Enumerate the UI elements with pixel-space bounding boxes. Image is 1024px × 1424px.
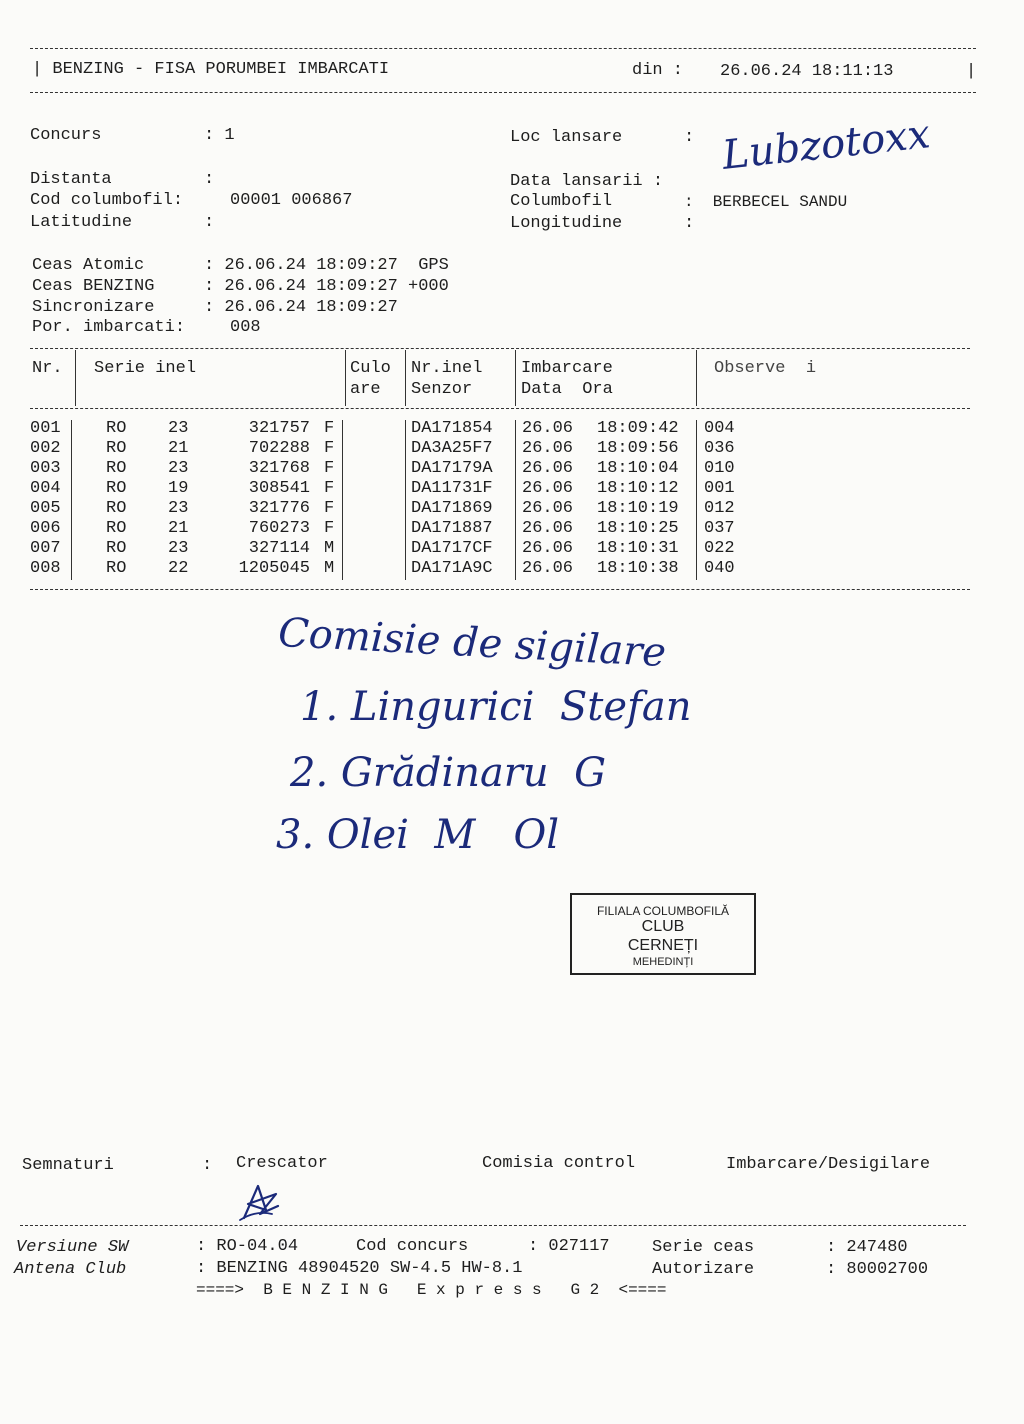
semnaturi-label: Semnaturi [22,1156,114,1175]
antena-club-label: Antena Club [14,1260,127,1279]
cell-s: F [324,419,335,438]
col-header-nrinel-2: Senzor [411,380,473,399]
cell-c: RO [106,539,127,558]
cell-senzor: DA171854 [411,419,493,438]
col-header-imbarcare-1: Imbarcare [521,359,613,378]
club-stamp [570,893,756,975]
columbofil-value: : BERBECEL SANDU [684,193,848,211]
cell-n: 308541 [248,479,310,498]
cell-n: 321776 [248,499,310,518]
cell-y: 23 [168,419,189,438]
crescator-signature [236,1180,286,1224]
cell-s: F [324,479,335,498]
cell-y: 23 [168,459,189,478]
data-lansarii-label: Data lansarii : [510,172,664,191]
col-sep-5 [696,350,697,406]
cell-nr: 002 [30,439,61,458]
cell-nr: 003 [30,459,61,478]
autorizare-label: Autorizare [652,1260,755,1279]
col-header-observatii: Observe i [714,359,817,378]
stamp-line-1: FILIALA COLUMBOFILĂ [596,904,730,918]
report-date-value: 26.06.24 18:11:13 [720,62,894,81]
cell-nr: 001 [30,419,61,438]
table-header-rule [30,408,970,409]
cell-y: 19 [168,479,189,498]
cell-nr: 007 [30,539,61,558]
col-sep-4 [515,350,516,406]
col-header-serie: Serie inel [94,359,197,378]
col-header-imbarcare-2: Data Ora [521,380,613,399]
cell-nr: 006 [30,519,61,538]
cod-concurs-value: : 027117 [528,1237,610,1256]
cell-ora: 18:10:04 [597,459,679,478]
serie-ceas-label: Serie ceas [652,1238,755,1257]
cell-obs: 004 [704,419,735,438]
latitudine-label: Latitudine [30,213,133,232]
cod-columbofil-label: Cod columbofil: [30,191,184,210]
imbarcare-desigilare-label: Imbarcare/Desigilare [726,1155,931,1174]
cell-n: 760273 [248,519,310,538]
col-sep-2 [345,350,346,406]
comisia-control-label: Comisia control [482,1154,636,1173]
cell-nr: 004 [30,479,61,498]
sincronizare-label: Sincronizare [32,298,155,317]
cell-senzor: DA11731F [411,479,493,498]
col-sep-body-1 [71,420,72,580]
benzing-express-line: ====> B E N Z I N G E x p r e s s G 2 <==== [196,1281,667,1299]
ceas-atomic-label: Ceas Atomic [32,256,145,275]
distanta-value: : [204,170,215,189]
cell-s: M [324,539,335,558]
cell-data: 26.06 [522,439,574,458]
cell-ora: 18:10:12 [597,479,679,498]
loc-lansare-handwritten: Lubzotoxx [720,111,933,179]
cell-c: RO [106,419,127,438]
col-header-culoare-2: are [350,380,381,399]
cell-y: 21 [168,439,189,458]
antena-club-value: : BENZING 48904520 SW-4.5 HW-8.1 [196,1259,523,1278]
col-sep-body-5 [696,420,697,580]
cell-obs: 001 [704,479,735,498]
cell-c: RO [106,439,127,458]
col-header-nr: Nr. [32,359,63,378]
cell-obs: 036 [704,439,735,458]
col-sep-body-3 [405,420,406,580]
col-sep-3 [405,350,406,406]
handwritten-comisie-line-1: 1. Lingurici Stefan [300,684,692,730]
col-sep-body-2 [342,420,343,580]
cell-n: 327114 [248,539,310,558]
cell-s: F [324,459,335,478]
handwritten-comisie-title: Comisie de sigilare [277,609,668,677]
ceas-benzing-value: : 26.06.24 18:09:27 +000 [204,277,449,296]
table-bottom-rule [30,589,970,590]
concurs-label: Concurs [30,126,102,145]
latitudine-value: : [204,213,215,232]
report-title: | BENZING - FISA PORUMBEI IMBARCATI [32,60,390,79]
report-date-label: din : [632,61,684,80]
cell-y: 23 [168,539,189,558]
ceas-atomic-value: : 26.06.24 18:09:27 GPS [204,256,449,275]
cell-nr: 008 [30,559,61,578]
cell-data: 26.06 [522,539,574,558]
cell-y: 22 [168,559,189,578]
cell-senzor: DA171A9C [411,559,493,578]
distanta-label: Distanta [30,170,112,189]
header-top-rule [30,48,976,49]
table-top-rule [30,348,970,349]
sincronizare-value: : 26.06.24 18:09:27 [204,298,398,317]
cell-y: 23 [168,499,189,518]
col-sep-body-4 [515,420,516,580]
longitudine-label: Longitudine [510,214,623,233]
autorizare-value: : 80002700 [826,1260,929,1279]
cell-ora: 18:09:56 [597,439,679,458]
stamp-line-4: MEHEDINȚI [632,956,694,968]
cell-senzor: DA1717CF [411,539,493,558]
cell-ora: 18:10:19 [597,499,679,518]
cell-n: 321768 [248,459,310,478]
cell-n: 702288 [248,439,310,458]
cell-y: 21 [168,519,189,538]
semnaturi-colon: : [202,1156,213,1175]
cell-data: 26.06 [522,459,574,478]
longitudine-value: : [684,214,695,233]
cell-ora: 18:10:38 [597,559,679,578]
col-sep-1 [75,350,76,406]
cell-obs: 012 [704,499,735,518]
cell-c: RO [106,519,127,538]
cell-ora: 18:10:25 [597,519,679,538]
cell-c: RO [106,559,127,578]
stamp-line-3: CERNEȚI [627,937,699,954]
header-bottom-rule [30,92,976,93]
cell-senzor: DA17179A [411,459,493,478]
cell-data: 26.06 [522,499,574,518]
handwritten-comisie-line-3: 3. Olei M Ol [276,812,560,858]
cod-concurs-label: Cod concurs [356,1237,469,1256]
porumbei-imbarcati-label: Por. imbarcati: [32,318,186,337]
cell-senzor: DA171887 [411,519,493,538]
stamp-line-2: CLUB [641,918,685,935]
cell-ora: 18:10:31 [597,539,679,558]
cell-obs: 037 [704,519,735,538]
cell-data: 26.06 [522,479,574,498]
header-end-bar: | [966,62,977,81]
cell-ora: 18:09:42 [597,419,679,438]
cell-obs: 040 [704,559,735,578]
cell-s: F [324,519,335,538]
cell-nr: 005 [30,499,61,518]
cell-s: F [324,499,335,518]
cell-data: 26.06 [522,559,574,578]
cell-senzor: DA3A25F7 [411,439,493,458]
col-header-culoare-1: Culo [350,359,391,378]
cell-n: 1205045 [238,559,310,578]
crescator-label: Crescator [236,1154,328,1173]
cell-obs: 010 [704,459,735,478]
cod-columbofil-value: 00001 006867 [230,191,353,210]
col-header-nrinel-1: Nr.inel [411,359,483,378]
cell-s: M [324,559,335,578]
concurs-value: : 1 [204,126,235,145]
ceas-benzing-label: Ceas BENZING [32,277,155,296]
cell-data: 26.06 [522,519,574,538]
versiune-sw-value: : RO-04.04 [196,1237,299,1256]
loc-lansare-value: : [684,128,695,147]
cell-n: 321757 [248,419,310,438]
porumbei-imbarcati-value: 008 [230,318,261,337]
serie-ceas-value: : 247480 [826,1238,908,1257]
cell-c: RO [106,479,127,498]
columbofil-label: Columbofil [510,192,613,211]
loc-lansare-label: Loc lansare [510,128,623,147]
handwritten-comisie-line-2: 2. Grădinaru G [290,750,607,796]
cell-obs: 022 [704,539,735,558]
footer-rule [20,1225,966,1226]
cell-senzor: DA171869 [411,499,493,518]
cell-s: F [324,439,335,458]
versiune-sw-label: Versiune SW [16,1238,129,1257]
cell-c: RO [106,459,127,478]
cell-c: RO [106,499,127,518]
cell-data: 26.06 [522,419,574,438]
